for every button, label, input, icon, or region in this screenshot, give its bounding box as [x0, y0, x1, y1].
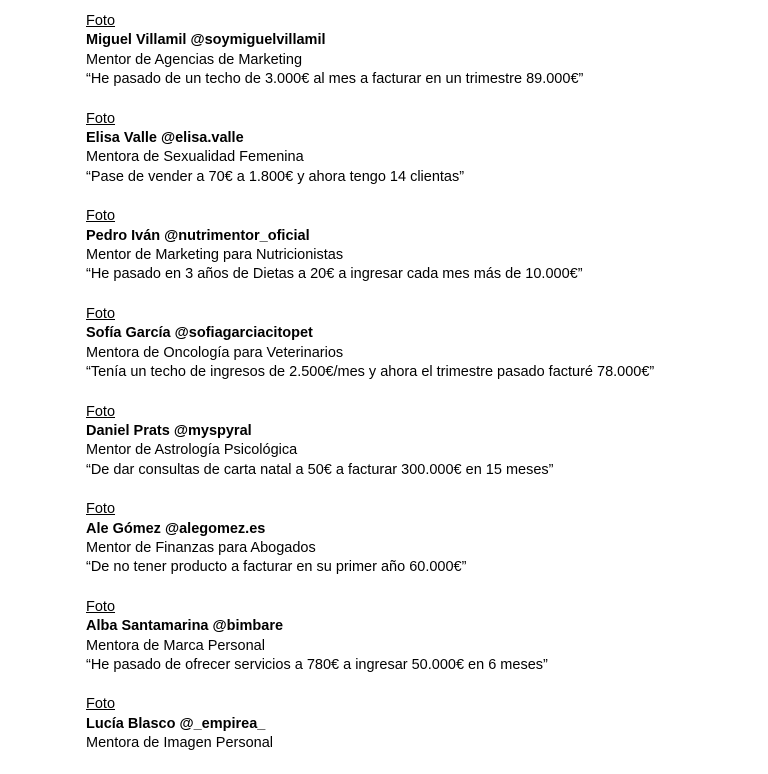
mentor-name: Lucía Blasco @_empirea_ [86, 715, 266, 732]
mentor-name: Pedro Iván @nutrimentor_oficial [86, 227, 310, 244]
testimonial-quote: “Tenía un techo de ingresos de 2.500€/mes y ahora el trimestre pasado facturé 78.000€” [86, 364, 655, 381]
mentor-role: Mentor de Agencias de Marketing [86, 51, 303, 68]
mentor-name: Ale Gómez @alegomez.es [86, 520, 266, 537]
photo-placeholder-link[interactable]: Foto [86, 110, 116, 127]
photo-placeholder-link[interactable]: Foto [86, 501, 116, 518]
mentor-role: Mentor de Marketing para Nutricionistas [86, 247, 344, 264]
mentor-name: Miguel Villamil @soymiguelvillamil [86, 32, 326, 49]
mentor-name: Elisa Valle @elisa.valle [86, 130, 244, 147]
photo-placeholder-link[interactable]: Foto [86, 208, 116, 225]
testimonial-quote: “He pasado de ofrecer servicios a 780€ a ingresar 50.000€ en 6 meses” [86, 656, 548, 673]
photo-placeholder-link[interactable]: Foto [86, 403, 116, 420]
testimonial-entry [86, 110, 746, 188]
testimonial-entry [86, 207, 746, 285]
testimonial-entry [86, 403, 746, 481]
mentor-name: Alba Santamarina @bimbare [86, 618, 284, 635]
mentor-name: Daniel Prats @myspyral [86, 422, 252, 439]
photo-placeholder-link[interactable]: Foto [86, 305, 116, 322]
photo-placeholder-link[interactable]: Foto [86, 696, 116, 713]
testimonial-entry [86, 305, 746, 383]
mentor-role: Mentora de Imagen Personal [86, 735, 273, 752]
mentor-name: Sofía García @sofiagarciacitopet [86, 325, 313, 342]
testimonial-quote: “De no tener producto a facturar en su primer año 60.000€” [86, 559, 467, 576]
testimonial-entry [86, 500, 746, 578]
mentor-role: Mentora de Sexualidad Femenina [86, 149, 304, 166]
photo-placeholder-link[interactable]: Foto [86, 13, 116, 29]
photo-placeholder-link[interactable]: Foto [86, 598, 116, 615]
testimonial-quote: “He pasado de un techo de 3.000€ al mes a facturar en un trimestre 89.000€” [86, 71, 584, 88]
testimonial-quote: “He pasado en 3 años de Dietas a 20€ a ingresar cada mes más de 10.000€” [86, 266, 583, 283]
testimonial-entry [86, 695, 746, 753]
testimonials-document [86, 12, 746, 774]
testimonial-quote: “De dar consultas de carta natal a 50€ a facturar 300.000€ en 15 meses” [86, 461, 554, 478]
testimonial-entry [86, 598, 746, 676]
testimonial-entry [86, 12, 746, 90]
mentor-role: Mentora de Marca Personal [86, 637, 265, 654]
mentor-role: Mentor de Astrología Psicológica [86, 442, 298, 459]
testimonial-quote: “Pase de vender a 70€ a 1.800€ y ahora tengo 14 clientas” [86, 168, 465, 185]
mentor-role: Mentor de Finanzas para Abogados [86, 539, 316, 556]
mentor-role: Mentora de Oncología para Veterinarios [86, 344, 344, 361]
